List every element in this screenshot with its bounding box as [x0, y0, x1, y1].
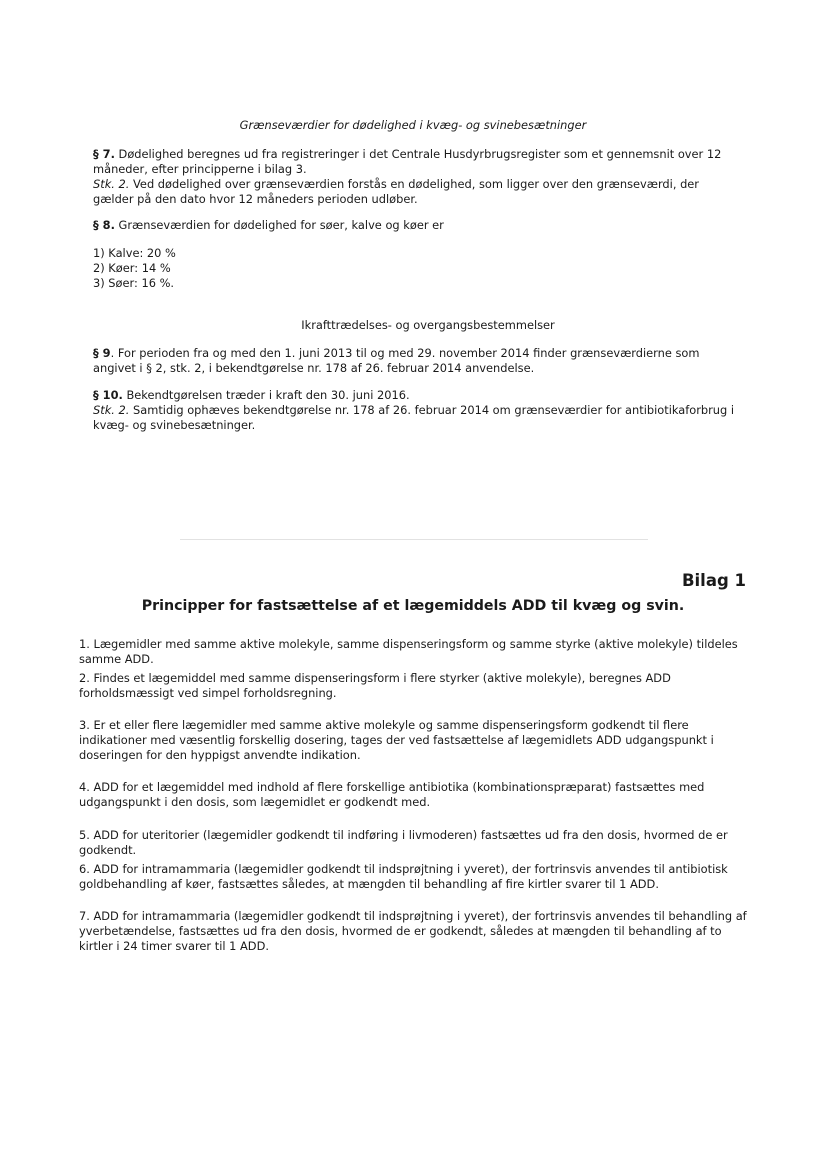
section-heading-commencement: Ikrafttrædelses- og overgangsbestemmelser	[301, 318, 555, 332]
paragraph-9	[93, 346, 743, 376]
mortality-limit-list	[93, 246, 743, 291]
annex-item: 5. ADD for uteritorier (lægemidler godkendt til indføring i livmoderen) fastsættes ud fra den dosis, hvormed de er godkendt.	[79, 828, 728, 857]
stk-body: Samtidig ophæves bekendtgørelse nr. 178 af 26. februar 2014 om grænseværdier for antibiotikaforbrug i kvæg- og svinebesætninger.	[93, 403, 735, 432]
paragraph-10	[93, 388, 743, 433]
stk-label: Stk. 2.	[93, 177, 130, 191]
annex-item: 3. Er et eller flere lægemidler med samme aktive molekyle og samme dispenseringsform godkendt til flere indikationer med væsentlig forskellig dosering, tages der ved fastsættelse af lægemidlets ADD udgangspunkt i doseringen for den hyppigst anvendte indikation.	[79, 718, 714, 762]
paragraph-mark: § 8.	[93, 218, 115, 232]
paragraph-7-text	[93, 147, 743, 177]
annex-item: 7. ADD for intramammaria (lægemidler godkendt til indsprøjtning i yveret), der fortrinsvis anvendes til behandling af yverbetændelse, fastsættes ud fra den dosis, hvormed de er godkendt, således at mængden til behandling af to kirtler i 24 timer svarer til 1 ADD.	[79, 909, 747, 953]
paragraph-mark: § 9	[93, 346, 111, 360]
annex-item: 1. Lægemidler med samme aktive molekyle, samme dispenseringsform og samme styrke (aktive molekyle) tildeles samme ADD.	[79, 637, 738, 666]
paragraph-7-stk2	[93, 177, 743, 207]
annex-label: Bilag 1	[681, 571, 746, 590]
paragraph-body: Grænseværdien for dødelighed for søer, kalve og køer er	[114, 218, 444, 232]
list-item: 3) Søer: 16 %.	[93, 276, 175, 290]
page-divider	[180, 539, 648, 540]
paragraph-10-stk2	[93, 403, 743, 433]
paragraph-body: . For perioden fra og med den 1. juni 2013 til og med 29. november 2014 finder grænseværdierne som angivet i § 2, stk. 2, i bekendtgørelse nr. 178 af 26. februar 2014 anvendelse.	[93, 346, 700, 375]
paragraph-mark: § 10.	[93, 388, 123, 402]
annex-title: Principper for fastsættelse af et lægemiddels ADD til kvæg og svin.	[141, 598, 685, 614]
list-item: 1) Kalve: 20 %	[93, 246, 176, 260]
stk-label: Stk. 2.	[93, 403, 130, 417]
annex-item: 6. ADD for intramammaria (lægemidler godkendt til indsprøjtning i yveret), der fortrinsvis anvendes til antibiotisk goldbehandling af køer, fastsættes således, at mængden til behandling af fire kirtler svarer til 1 ADD.	[79, 862, 728, 891]
paragraph-8	[93, 218, 743, 233]
stk-body: Ved dødelighed over grænseværdien forstås en dødelighed, som ligger over den grænseværdi, der gælder på den dato hvor 12 måneders perioden udløber.	[93, 177, 699, 206]
annex-item: 2. Findes et lægemiddel med samme dispenseringsform i flere styrker (aktive molekyle), beregnes ADD forholdsmæssigt ved simpel forholdsregning.	[79, 671, 671, 700]
paragraph-7	[93, 147, 743, 207]
paragraph-mark: § 7.	[93, 147, 115, 161]
section-heading-mortality: Grænseværdier for dødelighed i kvæg- og svinebesætninger	[239, 118, 587, 132]
paragraph-body: Bekendtgørelsen træder i kraft den 30. juni 2016.	[122, 388, 410, 402]
paragraph-10-text	[93, 388, 743, 403]
list-item: 2) Køer: 14 %	[93, 261, 171, 275]
paragraph-body: Dødelighed beregnes ud fra registreringer i det Centrale Husdyrbrugsregister som et gennemsnit over 12 måneder, efter principperne i bilag 3.	[93, 147, 722, 176]
annex-item: 4. ADD for et lægemiddel med indhold af flere forskellige antibiotika (kombinationspræparat) fastsættes med udgangspunkt i den dosis, som lægemidlet er godkendt med.	[79, 780, 705, 809]
